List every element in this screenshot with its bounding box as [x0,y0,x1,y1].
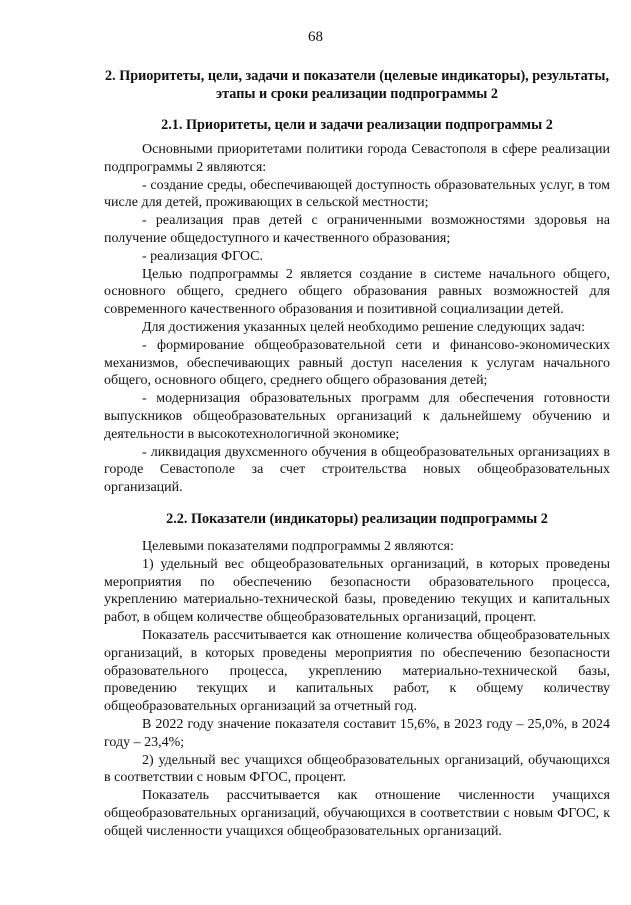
paragraph: Целью подпрограммы 2 является создание в системе начального общего, основного общего, среднего общего образования равных возможностей для современного качественного образования и позитивной социализации детей. [104,266,610,318]
paragraph: Показатель рассчитывается как отношение численности учащихся общеобразовательных организаций, обучающихся в соответствии с новым ФГОС, к общей численности учащихся общеобразовательных организаций. [104,788,610,839]
subsection-2-2-body [104,538,610,841]
list-item: - ликвидация двухсменного обучения в общеобразовательных организациях в городе Севастополе за счет строительства новых общеобразовательных организаций. [104,444,610,496]
subsection-2-1-body [104,141,610,497]
list-item: 1) удельный вес общеобразовательных организаций, в которых проведены мероприятия по обеспечению безопасности образовательного процесса, укреплению материально-технической базы, проведению текущих и капитальных работ, в общем количестве общеобразовательных организаций, процент. [104,556,610,626]
section-heading: 2. Приоритеты, цели, задачи и показатели (целевые индикаторы), результаты, этапы и сроки реализации подпрограммы 2 [105,68,609,102]
paragraph: Для достижения указанных целей необходимо решение следующих задач: [142,319,586,335]
list-item: - создание среды, обеспечивающей доступность образовательных услуг, в том числе для детей, проживающих в сельской местности; [104,177,610,211]
paragraph: Основными приоритетами политики города Севастополя в сфере реализации подпрограммы 2 являются: [104,142,610,175]
list-item: 2) удельный вес учащихся общеобразовательных организаций, обучающихся в соответствии с новым ФГОС, процент. [104,752,610,786]
list-item: - модернизация образовательных программ для обеспечения готовности выпускников общеобразовательных организаций к дальнейшему обучению и деятельности в высокотехнологичной экономике; [104,391,610,442]
list-item: - реализация ФГОС. [142,248,263,264]
subsection-heading-2-1: 2.1. Приоритеты, цели и задачи реализации подпрограммы 2 [161,117,553,133]
list-item: - формирование общеобразовательной сети и финансово-экономических механизмов, обеспечивающих равный доступ населения к услугам начального общего, основного общего, среднего общего образования детей; [104,337,610,389]
subsection-heading-2-2: 2.2. Показатели (индикаторы) реализации подпрограммы 2 [166,511,548,527]
page-number: 68 [308,29,323,45]
paragraph: В 2022 году значение показателя составит 15,6%, в 2023 году – 25,0%, в 2024 году – 23,4%; [104,716,610,750]
paragraph: Показатель рассчитывается как отношение количества общеобразовательных организаций, в которых проведены мероприятия по обеспечению безопасности образовательного процесса, укреплению материально-технической базы, проведению текущих и капитальных работ, к общему количеству общеобразовательных организаций за отчетный год. [104,627,610,715]
paragraph: Целевыми показателями подпрограммы 2 являются: [142,539,454,554]
list-item: - реализация прав детей с ограниченными возможностями здоровья на получение общедоступного и качественного образования; [104,213,610,246]
